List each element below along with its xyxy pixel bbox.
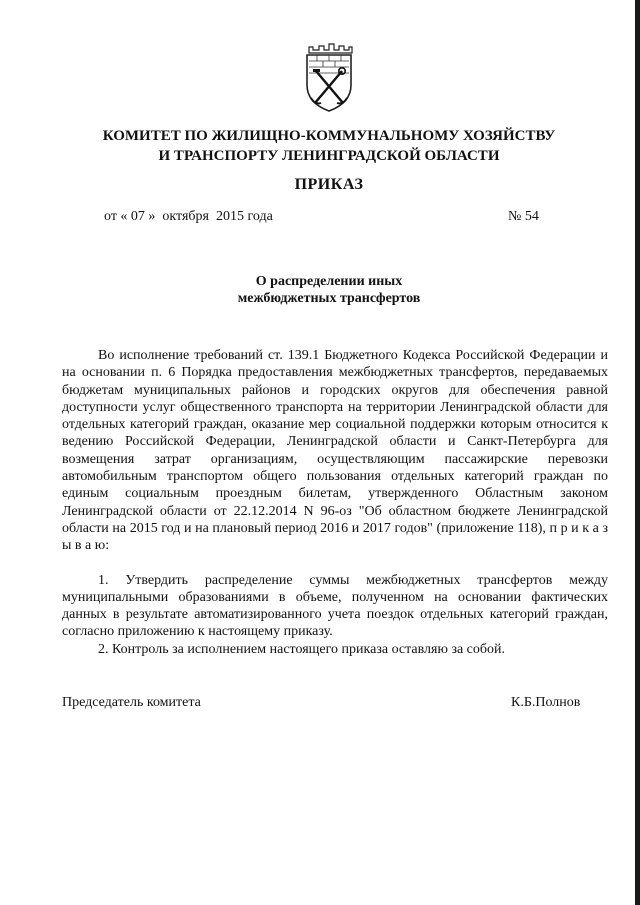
leningrad-oblast-coat-of-arms-icon xyxy=(303,43,355,113)
order-item-1: 1. Утвердить распределение суммы межбюджетных трансфертов между муниципальными образованиями в объеме, полученном на основании фактических данных в результате автоматизированного учета поездок отдельных категорий граждан, согласно приложению к настоящему приказу. xyxy=(62,572,608,640)
order-subject xyxy=(60,273,598,307)
order-number: № 54 xyxy=(508,209,539,224)
organization-name xyxy=(60,126,598,166)
order-body xyxy=(62,347,608,658)
order-subject-line-1: О распределении иных xyxy=(255,274,403,289)
scan-edge-border xyxy=(635,0,640,905)
preamble-paragraph: Во исполнение требований ст. 139.1 Бюджетного Кодекса Российской Федерации и на основании п. 6 Порядка предоставления межбюджетных трансфертов, передаваемых бюджетам муниципальных районов и городских округов для обеспечения равной доступности услуг общественного транспорта на территории Ленинградской области для отдельных категорий граждан, оказание мер социальной поддержки которым относится к ведению Российской Федерации, Ленинградской области и Санкт-Петербурга для возмещения затрат организациям, осуществляющим пассажирские перевозки автомобильным транспортом общего пользования отдельных категорий граждан по единым социальным проездным билетам, утвержденного Областным законом Ленинградской области от 22.12.2014 N 96-оз "Об областном бюджете Ленинградской области на 2015 год и на плановый период 2016 и 2017 годов" (приложение 118), п р и к а з ы в а ю: xyxy=(62,348,608,554)
order-date: от « 07 » октября 2015 года xyxy=(104,209,273,224)
document-type: ПРИКАЗ xyxy=(294,176,364,193)
signer-name: К.Б.Полнов xyxy=(511,695,581,710)
order-item-2: 2. Контроль за исполнением настоящего приказа оставляю за собой. xyxy=(98,641,506,657)
signer-title: Председатель комитета xyxy=(62,695,201,710)
organization-name-line-2: И ТРАНСПОРТУ ЛЕНИНГРАДСКОЙ ОБЛАСТИ xyxy=(158,148,500,164)
order-subject-line-2: межбюджетных трансфертов xyxy=(237,291,421,306)
organization-name-line-1: КОМИТЕТ ПО ЖИЛИЩНО-КОММУНАЛЬНОМУ ХОЗЯЙСТВУ xyxy=(102,128,556,144)
